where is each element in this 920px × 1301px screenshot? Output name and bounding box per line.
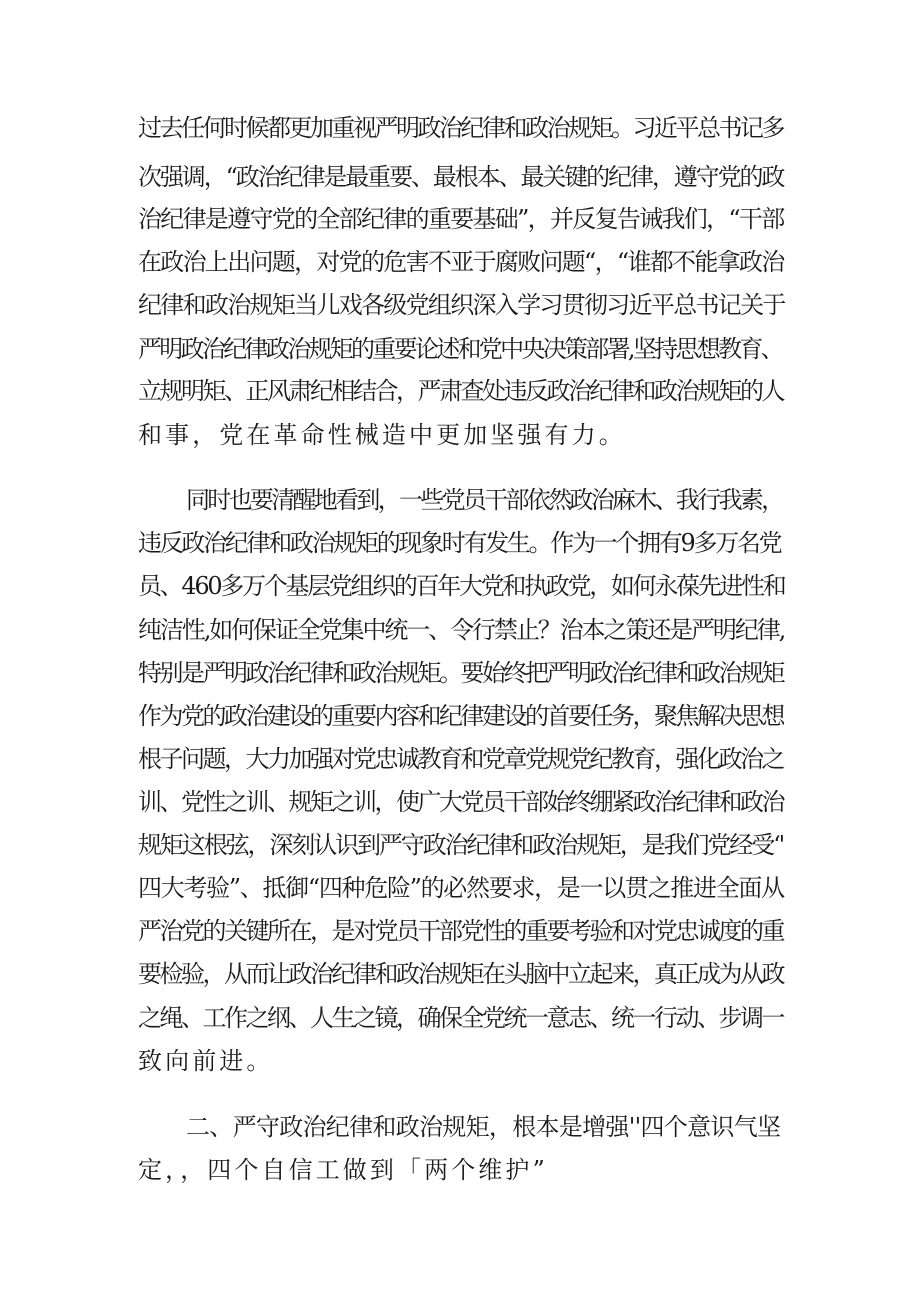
text-line: 要检验，从而让政治纪律和政治规矩在头脑中立起来，真正成为从政	[138, 960, 783, 988]
text-line: 之绳、工作之纲、人生之镜，确保全党统一意志、统一行动、步调一	[138, 1004, 783, 1032]
text-line: 过去任何时候都更加重视严明政治纪律和政治规矩。习近平总书记多	[138, 114, 783, 142]
text-line: 治纪律是遵守党的全部纪律的重要基础”，并反复告诫我们，“干部	[138, 205, 784, 233]
text-line: 立规明矩、正风肃纪相结合，严肃查处违反政治纪律和政治规矩的人	[138, 377, 783, 405]
text-line: 规矩这根弦，深刻认识到严守政治纪律和政治规矩，是我们党经受‘'	[138, 831, 784, 859]
text-line: 作为党的政治建设的重要内容和纪律建设的首要任务，聚焦解决思想	[138, 702, 783, 730]
heading-line: 定，，四个自信工做到「两个维护”	[138, 1156, 548, 1184]
text-line: 次强调，“政治纪律是最重要、最根本、最关键的纪律，遵守党的政	[138, 163, 784, 191]
text-line: 特别是严明政治纪律和政治规矩。要始终把严明政治纪律和政治规矩	[138, 659, 783, 687]
text-line: 违反政治纪律和政治规矩的现象时有发生。作为一个拥有9多万名党	[138, 529, 781, 557]
text-line: 四大考验”、抵御“四种危险”的必然要求，是一以贯之推进全面从	[138, 874, 784, 902]
text-line: 严治党的关键所在，是对党员干部党性的重要考验和对党忠诚度的重	[138, 917, 783, 945]
text-line: 在政治上出问题，对党的危害不亚于腐败问题“，“谁都不能拿政治	[138, 248, 784, 276]
text-line: 同时也要清醒地看到，一些党员干部依然政治麻木、我行我素，	[186, 486, 783, 514]
text-line: 和事，党在革命性械造中更加坚强有力。	[138, 421, 626, 449]
text-line: 致向前进。	[138, 1047, 274, 1075]
text-line: 员、460多万个基层党组织的百年大党和执政党，如何永葆先进性和	[138, 572, 785, 600]
text-line: 严明政治纪律政治规矩的重要论述和党中央决策部署,坚持思想教育、	[138, 335, 782, 363]
text-line: 训、党性之训、规矩之训，使广大党员干部始终绷紧政治纪律和政治	[138, 788, 783, 816]
text-line: 根子问题，大力加强对党忠诚教育和党章党规党纪教育，强化政治之	[138, 745, 783, 773]
heading-line: 二、严守政治纪律和政治规矩，根本是增强''四个意识气坚	[186, 1113, 781, 1141]
text-line: 纯洁性,如何保证全党集中统一、令行禁止？治本之策还是严明纪律,	[138, 616, 785, 644]
text-line: 纪律和政治规矩当儿戏各级党组织深入学习贯彻习近平总书记关于	[138, 291, 785, 319]
